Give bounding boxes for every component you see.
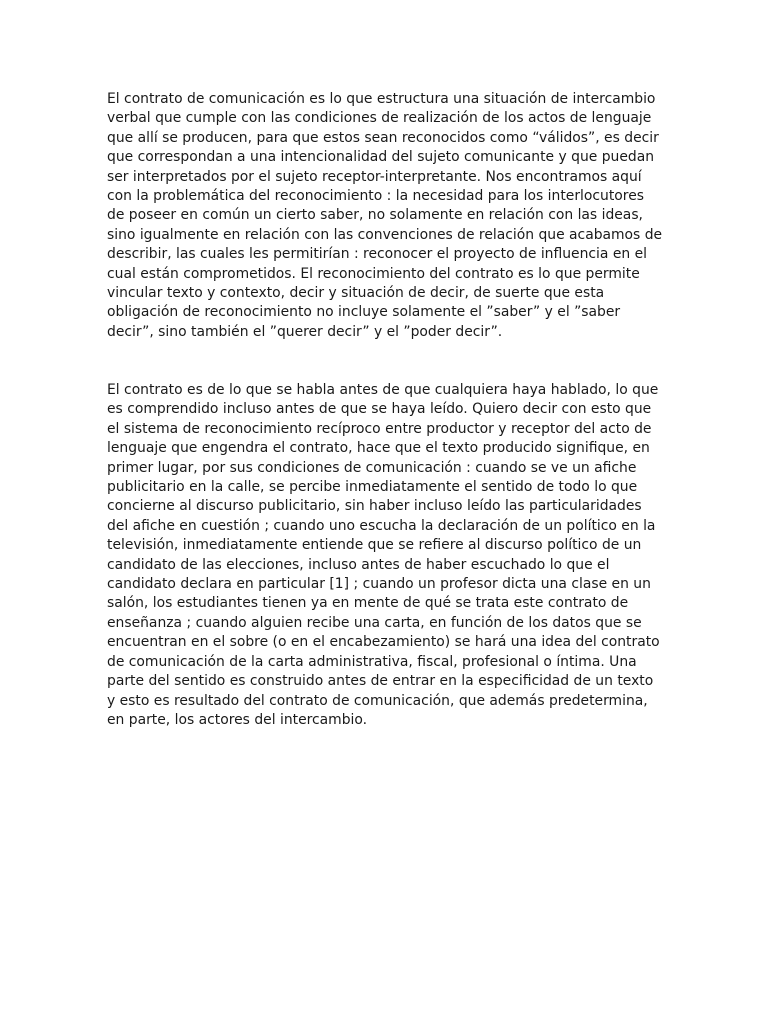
text-line: verbal que cumple con las condiciones de realización de los actos de lenguaje xyxy=(107,110,652,127)
text-line: publicitario en la calle, se percibe inmediatamente el sentido de todo lo que xyxy=(107,479,638,496)
text-line: decir”, sino también el ”querer decir” y el ”poder decir”. xyxy=(107,323,503,340)
text-line: en parte, los actores del intercambio. xyxy=(107,711,368,728)
text-line: y esto es resultado del contrato de comunicación, que además predetermina, xyxy=(107,692,648,709)
text-line: lenguaje que engendra el contrato, hace que el texto producido signifique, en xyxy=(107,440,650,457)
text-line: enseñanza ; cuando alguien recibe una carta, en función de los datos que se xyxy=(107,614,642,631)
text-line: del afiche en cuestión ; cuando uno escucha la declaración de un político en la xyxy=(107,517,656,534)
text-line: El contrato es de lo que se habla antes de que cualquiera haya hablado, lo que xyxy=(107,382,659,398)
text-line: candidato de las elecciones, incluso antes de haber escuchado lo que el xyxy=(107,556,610,573)
text-line: sino igualmente en relación con las convenciones de relación que acabamos de xyxy=(107,226,663,243)
text-line: cual están comprometidos. El reconocimiento del contrato es lo que permite xyxy=(107,265,640,282)
text-line: de comunicación de la carta administrativa, fiscal, profesional o íntima. Una xyxy=(107,653,637,670)
text-line: parte del sentido es construido antes de entrar en la especificidad de un texto xyxy=(107,673,654,690)
text-line: concierne al discurso publicitario, sin haber incluso leído las particularidades xyxy=(107,498,642,515)
text-line: El contrato de comunicación es lo que estructura una situación de intercambio xyxy=(107,91,656,107)
text-line: el sistema de reconocimiento recíproco entre productor y receptor del acto de xyxy=(107,420,652,437)
text-line: obligación de reconocimiento no incluye solamente el ”saber” y el ”saber xyxy=(107,304,621,321)
text-line: encuentran en el sobre (o en el encabezamiento) se hará una idea del contrato xyxy=(107,634,660,651)
text-line: salón, los estudiantes tienen ya en mente de qué se trata este contrato de xyxy=(107,595,629,612)
paragraph-2 xyxy=(107,381,667,730)
text-line: es comprendido incluso antes de que se haya leído. Quiero decir con esto que xyxy=(107,401,652,418)
text-line: televisión, inmediatamente entiende que se refiere al discurso político de un xyxy=(107,537,642,554)
text-line: vincular texto y contexto, decir y situación de decir, de suerte que esta xyxy=(107,285,605,302)
text-line: primer lugar, por sus condiciones de comunicación : cuando se ve un afiche xyxy=(107,459,637,476)
text-line: que correspondan a una intencionalidad del sujeto comunicante y que puedan xyxy=(107,149,655,166)
paragraph-1 xyxy=(107,90,667,342)
text-line: describir, las cuales les permitirían : reconocer el proyecto de influencia en el xyxy=(107,246,647,263)
text-line: candidato declara en particular [1] ; cuando un profesor dicta una clase en un xyxy=(107,576,651,593)
text-line: con la problemática del reconocimiento : la necesidad para los interlocutores xyxy=(107,188,644,205)
text-line: de poseer en común un cierto saber, no solamente en relación con las ideas, xyxy=(107,207,643,224)
text-line: que allí se producen, para que estos sean reconocidos como “válidos”, es decir xyxy=(107,129,659,146)
text-line: ser interpretados por el sujeto receptor-interpretante. Nos encontramos aquí xyxy=(107,168,642,185)
